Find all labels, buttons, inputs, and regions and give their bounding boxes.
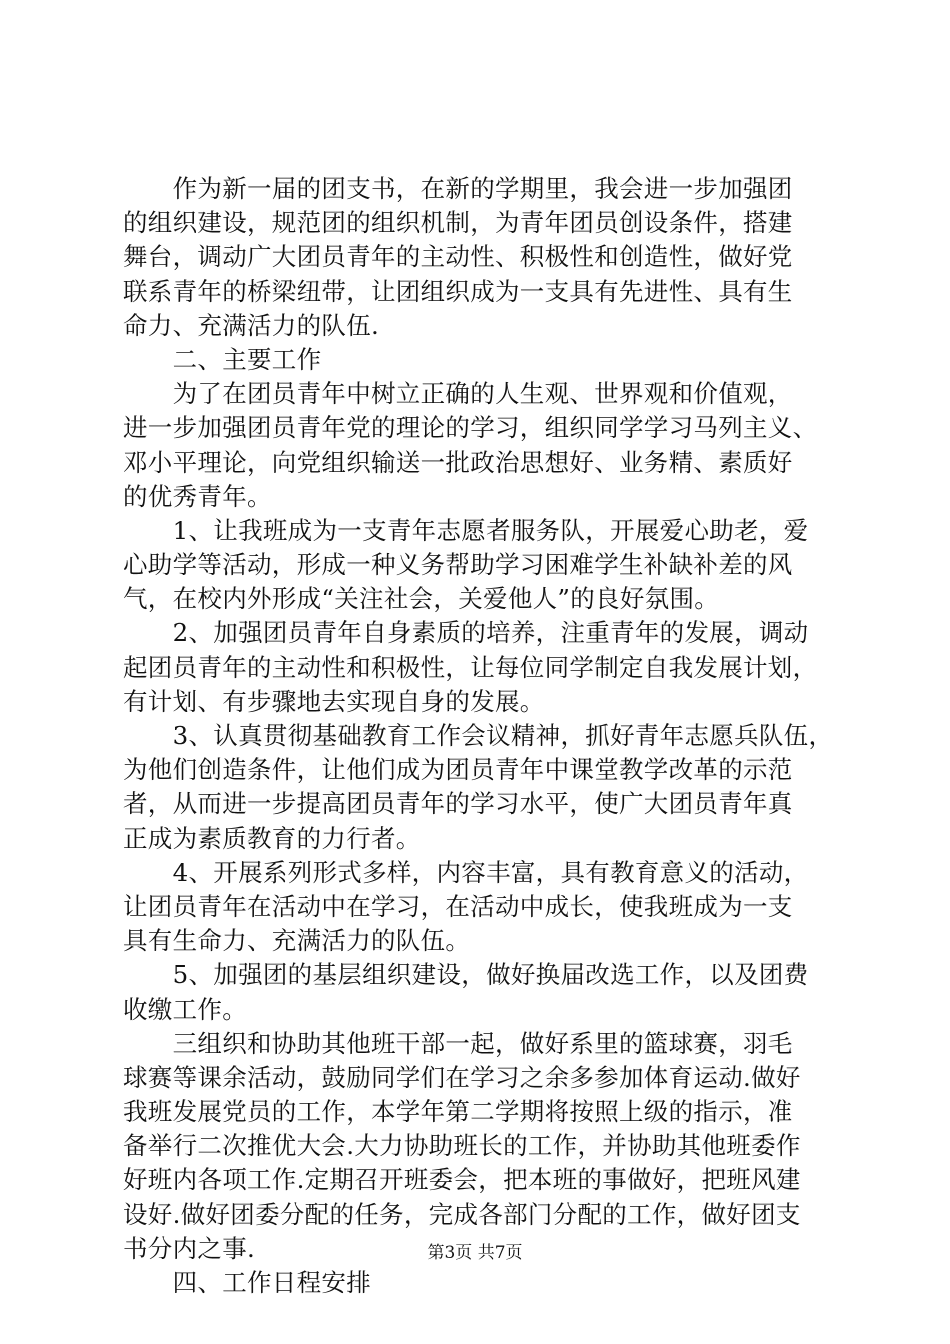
text-line: 联系青年的桥梁纽带，让团组织成为一支具有先进性、具有生 [123, 276, 793, 306]
text-line: 的优秀青年。 [123, 481, 272, 511]
text-line: 有计划、有步骤地去实现自身的发展。 [123, 686, 545, 716]
text-line: 球赛等课余活动，鼓励同学们在学习之余多参加体育运动.做好 [123, 1062, 801, 1092]
text-line: 邓小平理论，向党组织输送一批政治思想好、业务精、素质好 [123, 447, 793, 477]
text-line: 为了在团员青年中树立正确的人生观、世界观和价值观， [123, 379, 793, 409]
text-line: 4、开展系列形式多样，内容丰富，具有教育意义的活动， [123, 857, 809, 887]
text-line: 为他们创造条件，让他们成为团员青年中课堂教学改革的示范 [123, 755, 793, 785]
text-line: 作为新一届的团支书，在新的学期里，我会进一步加强团 [123, 174, 793, 203]
text-line: 正成为素质教育的力行者。 [123, 823, 421, 853]
text-line: 二、主要工作 [123, 344, 322, 374]
text-line: 气，在校内外形成“关注社会，关爱他人”的良好氛围。 [123, 584, 720, 614]
text-line: 的组织建设，规范团的组织机制，为青年团员创设条件，搭建 [123, 208, 793, 238]
text-line: 心助学等活动，形成一种义务帮助学习困难学生补缺补差的风 [123, 550, 793, 580]
text-line: 者，从而进一步提高团员青年的学习水平，使广大团员青年真 [123, 789, 793, 819]
text-line: 我班发展党员的工作，本学年第二学期将按照上级的指示，准 [123, 1097, 793, 1127]
text-line: 三组织和协助其他班干部一起，做好系里的篮球赛，羽毛 [123, 1028, 793, 1058]
text-line: 让团员青年在活动中在学习，在活动中成长，使我班成为一支 [123, 891, 793, 921]
text-line: 命力、充满活力的队伍. [123, 310, 380, 340]
text-line: 书分内之事. [123, 1233, 256, 1263]
text-line: 具有生命力、充满活力的队伍。 [123, 926, 471, 956]
page-number: 第3页 共7页 [427, 1243, 523, 1263]
text-line: 起团员青年的主动性和积极性，让每位同学制定自我发展计划， [123, 652, 818, 682]
text-line: 备举行二次推优大会.大力协助班长的工作，并协助其他班委作 [123, 1131, 801, 1161]
text-line: 设好.做好团委分配的任务，完成各部门分配的工作，做好团支 [123, 1199, 801, 1229]
text-line: 1、让我班成为一支青年志愿者服务队，开展爱心助老，爱 [123, 515, 809, 545]
text-line: 3、认真贯彻基础教育工作会议精神，抓好青年志愿兵队伍， [123, 721, 834, 750]
text-line: 四、工作日程安排 [123, 1268, 371, 1297]
document-body [123, 172, 833, 1300]
text-line: 5、加强团的基层组织建设，做好换届改选工作，以及团费 [123, 960, 809, 990]
text-line: 收缴工作。 [123, 994, 247, 1024]
text-line: 2、加强团员青年自身素质的培养，注重青年的发展，调动 [123, 618, 809, 648]
text-line: 好班内各项工作.定期召开班委会，把本班的事做好，把班风建 [123, 1165, 801, 1195]
text-line: 舞台，调动广大团员青年的主动性、积极性和创造性，做好党 [123, 242, 793, 272]
text-line: 进一步加强团员青年党的理论的学习，组织同学学习马列主义、 [123, 413, 818, 443]
